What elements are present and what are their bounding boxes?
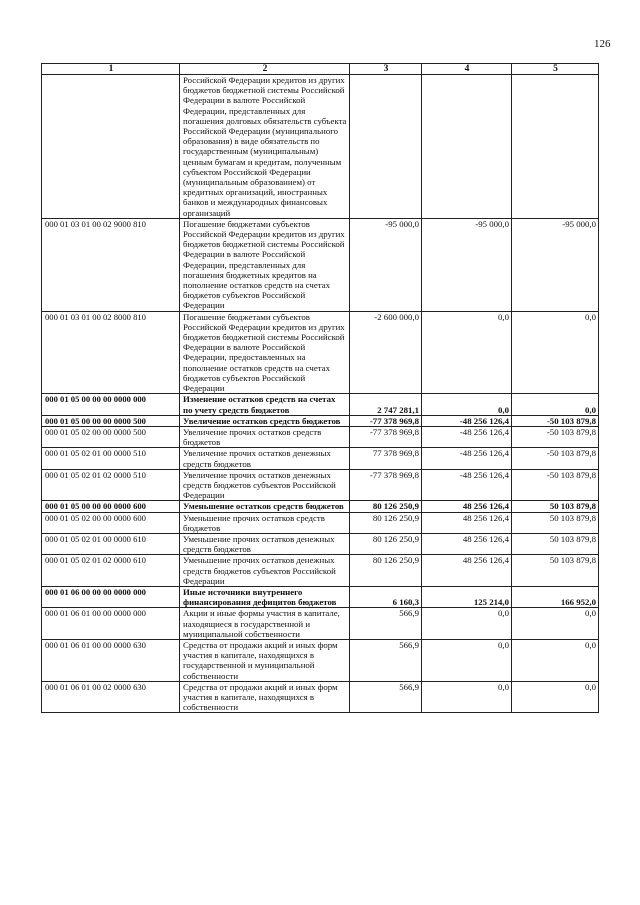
row-code: 000 01 06 01 00 00 0000 000	[42, 608, 180, 640]
table-row	[42, 608, 599, 640]
row-value-col4: 0,0	[422, 311, 512, 394]
row-name: Иные источники внутреннего финансирования дефицитов бюджетов	[180, 586, 350, 607]
row-code: 000 01 05 00 00 00 0000 000	[42, 394, 180, 415]
row-name: Погашение бюджетами субъектов Российской Федерации кредитов из других бюджетов бюджетной системы Российской Федерации в валюте Российской Федерации, предоставленных на пополнение остатков средств на счетах бюджетов субъектов Российской Федерации	[180, 311, 350, 394]
row-value-col3: 80 126 250,9	[350, 501, 422, 512]
row-value-col4: 48 256 126,4	[422, 512, 512, 533]
row-code: 000 01 05 00 00 00 0000 600	[42, 501, 180, 512]
row-name: Средства от продажи акций и иных форм участия в капитале, находящихся в государственной и муниципальной собственности	[180, 639, 350, 681]
row-name: Увеличение прочих остатков средств бюджетов	[180, 426, 350, 447]
table-header-row	[42, 64, 599, 75]
row-value-col4: 0,0	[422, 639, 512, 681]
row-name: Уменьшение прочих остатков средств бюджетов	[180, 512, 350, 533]
row-code: 000 01 06 01 00 02 0000 630	[42, 681, 180, 713]
row-value-col5: -50 103 879,8	[512, 415, 599, 426]
table-row	[42, 639, 599, 681]
row-value-col3	[350, 75, 422, 219]
row-value-col4: 0,0	[422, 608, 512, 640]
table-body	[42, 75, 599, 713]
row-value-col4: -48 256 126,4	[422, 415, 512, 426]
row-value-col5: 0,0	[512, 394, 599, 415]
row-value-col5: 50 103 879,8	[512, 501, 599, 512]
row-value-col3: -77 378 969,8	[350, 426, 422, 447]
row-value-col5: 0,0	[512, 681, 599, 713]
row-value-col3: -95 000,0	[350, 218, 422, 311]
column-header-3: 3	[350, 64, 422, 75]
row-name: Средства от продажи акций и иных форм участия в капитале, находящихся в собственности	[180, 681, 350, 713]
table-row	[42, 394, 599, 415]
row-value-col3: 80 126 250,9	[350, 512, 422, 533]
row-code: 000 01 05 02 01 02 0000 510	[42, 469, 180, 501]
row-value-col5: -50 103 879,8	[512, 448, 599, 469]
row-name: Изменение остатков средств на счетах по учету средств бюджетов	[180, 394, 350, 415]
row-name: Увеличение остатков средств бюджетов	[180, 415, 350, 426]
table-row	[42, 501, 599, 512]
row-value-col3: -77 378 969,8	[350, 469, 422, 501]
row-value-col4: 48 256 126,4	[422, 533, 512, 554]
row-value-col5	[512, 75, 599, 219]
column-header-1: 1	[42, 64, 180, 75]
column-header-4: 4	[422, 64, 512, 75]
row-code: 000 01 05 02 00 00 0000 500	[42, 426, 180, 447]
table-row	[42, 75, 599, 219]
row-value-col5: 50 103 879,8	[512, 533, 599, 554]
row-value-col3: 77 378 969,8	[350, 448, 422, 469]
row-value-col4: 0,0	[422, 394, 512, 415]
table-row	[42, 681, 599, 713]
row-name: Уменьшение остатков средств бюджетов	[180, 501, 350, 512]
row-value-col5: -50 103 879,8	[512, 426, 599, 447]
table-row	[42, 311, 599, 394]
row-value-col5: 0,0	[512, 608, 599, 640]
row-value-col3: -77 378 969,8	[350, 415, 422, 426]
row-value-col3: 2 747 281,1	[350, 394, 422, 415]
row-name: Уменьшение прочих остатков денежных средств бюджетов	[180, 533, 350, 554]
row-value-col3: -2 600 000,0	[350, 311, 422, 394]
row-value-col5: 50 103 879,8	[512, 555, 599, 587]
row-value-col3: 80 126 250,9	[350, 555, 422, 587]
row-code: 000 01 05 02 01 02 0000 610	[42, 555, 180, 587]
row-value-col4: -48 256 126,4	[422, 448, 512, 469]
row-value-col4: 125 214,0	[422, 586, 512, 607]
row-value-col4: -95 000,0	[422, 218, 512, 311]
row-code: 000 01 06 01 00 00 0000 630	[42, 639, 180, 681]
row-name: Увеличение прочих остатков денежных средств бюджетов	[180, 448, 350, 469]
table-row	[42, 469, 599, 501]
row-value-col4: 0,0	[422, 681, 512, 713]
row-value-col4: -48 256 126,4	[422, 469, 512, 501]
table-row	[42, 586, 599, 607]
budget-sources-table	[41, 63, 599, 713]
table-row	[42, 218, 599, 311]
row-value-col4: -48 256 126,4	[422, 426, 512, 447]
row-value-col4: 48 256 126,4	[422, 555, 512, 587]
row-code: 000 01 03 01 00 02 9000 810	[42, 218, 180, 311]
table-row	[42, 448, 599, 469]
row-value-col3: 566,9	[350, 608, 422, 640]
row-code: 000 01 05 02 01 00 0000 610	[42, 533, 180, 554]
page-number: 126	[594, 38, 611, 50]
row-value-col3: 6 160,3	[350, 586, 422, 607]
row-value-col4	[422, 75, 512, 219]
table-row	[42, 415, 599, 426]
row-name: Российской Федерации кредитов из других бюджетов бюджетной системы Российской Федерации в валюте Российской Федерации, представленных для погашения долговых обязательств субъекта Российской Федерации (муниципального образования) в виде обязательств по государственным (муниципальным) ценным бумагам и кредитам, полученным субъектом Российской Федерации (муниципальным образованием) от кредитных организаций, иностранных банков и международных финансовых организаций	[180, 75, 350, 219]
row-value-col5: 166 952,0	[512, 586, 599, 607]
row-code: 000 01 03 01 00 02 8000 810	[42, 311, 180, 394]
row-value-col5: 50 103 879,8	[512, 512, 599, 533]
row-name: Уменьшение прочих остатков денежных средств бюджетов субъектов Российской Федерации	[180, 555, 350, 587]
row-name: Погашение бюджетами субъектов Российской Федерации кредитов из других бюджетов бюджетной системы Российской Федерации в валюте Российской Федерации, представленных для погашения бюджетных кредитов на пополнение остатков средств на счетах бюджетов субъектов Российской Федерации	[180, 218, 350, 311]
table-row	[42, 533, 599, 554]
column-header-2: 2	[180, 64, 350, 75]
row-code	[42, 75, 180, 219]
row-code: 000 01 05 00 00 00 0000 500	[42, 415, 180, 426]
row-code: 000 01 06 00 00 00 0000 000	[42, 586, 180, 607]
row-name: Увеличение прочих остатков денежных средств бюджетов субъектов Российской Федерации	[180, 469, 350, 501]
row-value-col3: 566,9	[350, 681, 422, 713]
row-value-col5: -95 000,0	[512, 218, 599, 311]
table-row	[42, 512, 599, 533]
row-code: 000 01 05 02 00 00 0000 600	[42, 512, 180, 533]
row-code: 000 01 05 02 01 00 0000 510	[42, 448, 180, 469]
table-row	[42, 426, 599, 447]
column-header-5: 5	[512, 64, 599, 75]
row-value-col5: -50 103 879,8	[512, 469, 599, 501]
row-name: Акции и иные формы участия в капитале, находящиеся в государственной и муниципальной собственности	[180, 608, 350, 640]
table-row	[42, 555, 599, 587]
row-value-col3: 566,9	[350, 639, 422, 681]
row-value-col4: 48 256 126,4	[422, 501, 512, 512]
row-value-col3: 80 126 250,9	[350, 533, 422, 554]
row-value-col5: 0,0	[512, 311, 599, 394]
row-value-col5: 0,0	[512, 639, 599, 681]
